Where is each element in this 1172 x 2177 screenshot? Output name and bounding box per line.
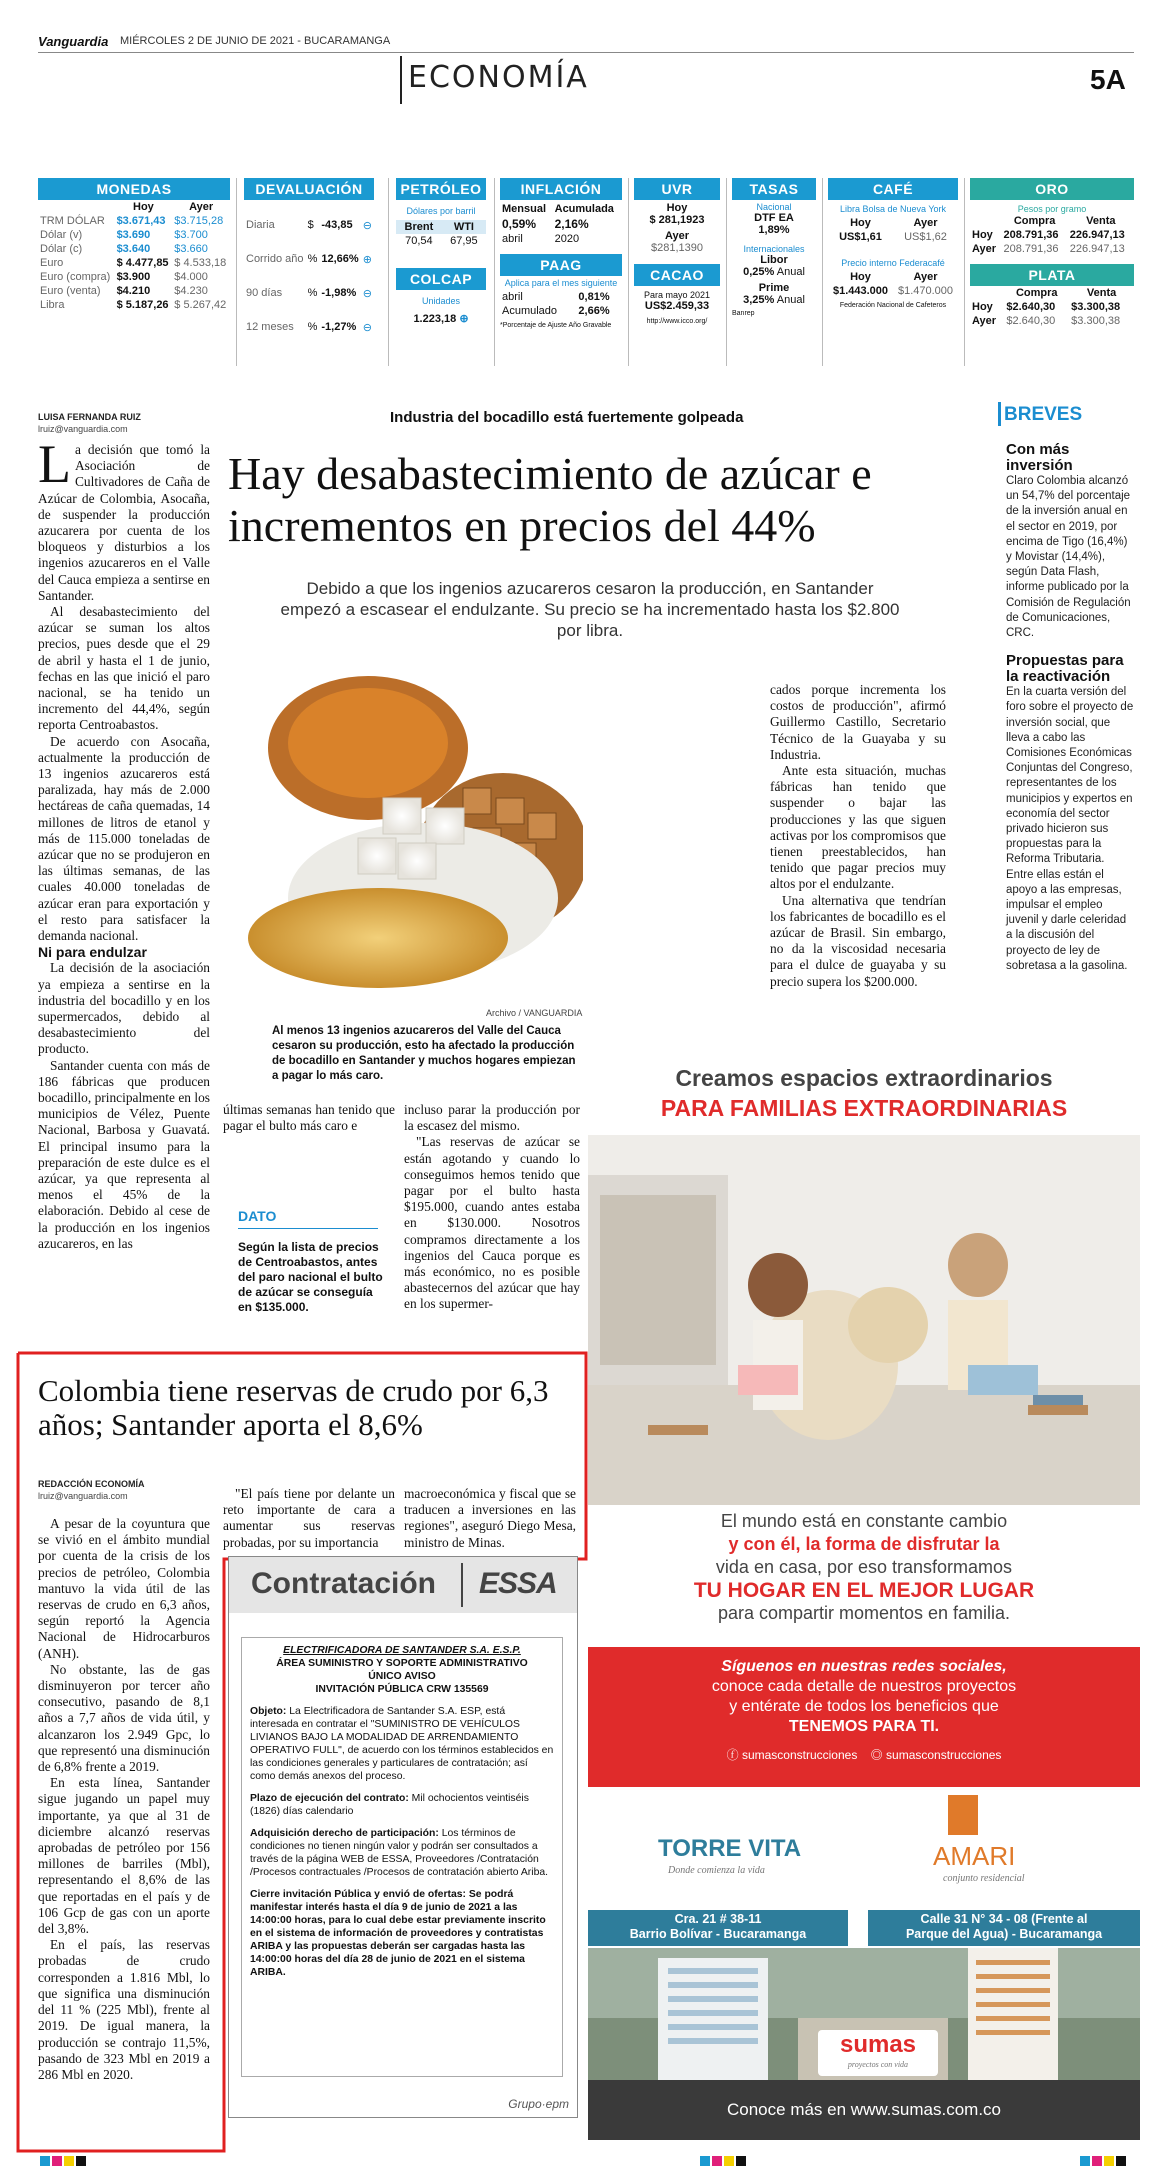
paragraph: cados porque incrementa los costos de producción", afirmó Guillermo Castillo, Secretario Técnico de la Guayaba y su Industria.	[770, 682, 946, 762]
table-row: Corrido año % 12,66% ⊕	[244, 242, 374, 276]
amari-logo-mark	[948, 1795, 978, 1835]
instagram-icon: ◎	[870, 1748, 883, 1762]
inflacion-anio: 2020	[554, 233, 580, 245]
edition-date: MIÉRCOLES 2 DE JUNIO DE 2021 - BUCARAMANGA	[120, 35, 391, 47]
monedas-title: MONEDAS	[38, 178, 230, 200]
family-photo	[588, 1135, 1140, 1505]
devaluacion-table	[244, 208, 374, 344]
tasas-r1-name: DTF EA	[754, 212, 794, 224]
sugar-photo	[238, 648, 583, 988]
oro-sub: Pesos por gramo	[1017, 204, 1087, 214]
arrow-down-icon: ⊖	[362, 219, 372, 232]
brent-value: 70,54	[405, 235, 433, 247]
inflacion-mensual: 0,59%	[502, 217, 537, 231]
article2-author: REDACCIÓN ECONOMÍA	[38, 1479, 145, 1489]
table-row: Euro (venta) $4.210 $4.230	[40, 285, 208, 297]
oro-hoy-compra: 208.791,36	[1003, 229, 1059, 241]
inflacion-col2: Acumulada	[554, 203, 614, 215]
oro-c1: Compra	[1013, 215, 1056, 227]
table-row: Euro (compra) $3.900 $4.000	[40, 271, 208, 283]
paag-title: PAAG	[500, 254, 622, 276]
oro-ayer-venta: 226.947,13	[1069, 243, 1125, 255]
header-rule	[38, 52, 1134, 53]
essa-objeto	[250, 1705, 554, 1783]
petroleo-title: PETRÓLEO	[396, 178, 486, 200]
essa-adq-label: Adquisición derecho de participación:	[250, 1828, 439, 1839]
paag-r2: 2,66%	[578, 305, 610, 317]
oro-box	[970, 178, 1134, 328]
print-color-bars	[0, 2150, 1172, 2177]
essa-adq-text: Los términos de condiciones no tienen ningún valor y podrán ser consultados a través de la página WEB de ESSA, Proveedores /Contratación /Procesos contractuales /Procesos de contratación abierto Ariba.	[250, 1828, 549, 1878]
monedas-table	[38, 200, 230, 312]
plata-hoy-venta: $3.300,38	[1071, 301, 1121, 313]
ad-line: vida en casa, por eso transformamos	[715, 1557, 1013, 1577]
torre-vita-logo: TORRE VITA	[658, 1835, 802, 1862]
tasas-src: Banrep	[732, 310, 755, 317]
facebook-handle: sumasconstrucciones	[741, 1748, 858, 1762]
breve-text: Claro Colombia alcanzó un 54,7% del porcentaje de la inversión anual en el sector en 2019, por encima de Tigo (16,4%) y Movistar (14,4%), según Data Flash, informe publicado por la Comisión de Regulación de Comunicaciones, CRC.	[1006, 475, 1131, 640]
ad-message	[588, 1510, 1140, 1625]
paragraph: a decisión que tomó la Asociación de Cultivadores de Caña de Azúcar de Colombia, Asocaña, de suspender la producción azucarera por cuenta de los bloqueos y disturbios a los ingenios azucareros en el Valle del Cauca empieza a sentirse en Santander.	[38, 442, 210, 603]
photo-caption: Al menos 13 ingenios azucareros del Valle del Cauca cesaron su producción, esto ha afectado la producción de bocadillo en Santander y muchos hogares empiezan a pagar lo más caro.	[272, 1025, 576, 1082]
article2-headline: Colombia tiene reservas de crudo por 6,3 años; Santander aporta el 8,6%	[38, 1373, 549, 1442]
essa-cierre-text: Se podrá manifestar interés hasta el día 9 de junio de 2021 a las 14:00:00 horas, para lo cual debe estar previamente inscrito en el sistema de información de proveedores y contratistas ARIBA y las propuestas deberán ser cargadas hasta las 14:00:00 horas del día 28 de junio de 2021 en el sistema ARIBA.	[250, 1889, 546, 1978]
facebook-icon: ⓕ	[726, 1748, 739, 1762]
table-row: Diaria $ -43,85 ⊖	[244, 208, 374, 242]
colcap-sub: Unidades	[421, 296, 461, 306]
sumas-logo: sumas	[839, 2031, 917, 2058]
page-number: 5A	[1090, 64, 1126, 95]
plata-ayer-compra: $2.640,30	[1006, 315, 1056, 327]
devaluacion-box	[244, 178, 374, 344]
grupo-epm-logo: Grupo·epm	[508, 2097, 569, 2111]
oro-c2: Venta	[1086, 215, 1116, 227]
cacao-value: US$2.459,33	[644, 300, 710, 312]
paragraph: En esta línea, Santander sigue jugando un papel muy importante, ya que al 31 de diciembre alcanzó reservas aprobadas de petróleo por 156 millones de barriles (Mbl), representando el 8,6% de las que reportadas en el país y de 106 Gcp de gas con un aporte del 3,8%.	[38, 1775, 210, 1937]
table-row: Libra $ 5.187,26 $ 5.267,42	[40, 299, 227, 311]
tasas-r3: 3,25%	[743, 294, 775, 306]
tasas-title: TASAS	[732, 178, 816, 200]
paragraph: incluso parar la producción por la escasez del mismo.	[404, 1102, 580, 1134]
arrow-up-icon: ⊕	[459, 313, 469, 325]
ad-line: y con él, la forma de disfrutar la	[728, 1534, 1000, 1554]
paragraph: "El país tiene por delante un reto importante de cara a aumentar sus reservas probadas, por su importancia	[223, 1486, 395, 1550]
article-column-3	[404, 1102, 580, 1313]
paag-note: *Porcentaje de Ajuste Año Gravable	[500, 322, 612, 329]
tasas-r3-unit: Anual	[776, 294, 805, 306]
paragraph: Una alternativa que tendrían los fabricantes de bocadillo es el azúcar de Brasil. Sin embargo, no da la viscosidad necesaria para el dulce de guayaba y su precio supera los $200.000.	[770, 892, 946, 989]
essa-h3: ÚNICO AVISO	[368, 1671, 436, 1682]
breves-bar	[998, 402, 1001, 426]
drop-cap: L	[38, 434, 71, 494]
author-email: lruiz@vanguardia.com	[38, 424, 128, 434]
essa-bar-separator	[461, 1563, 463, 1607]
plata-title: PLATA	[970, 264, 1134, 286]
cafe-ny-hoy: US$1,61	[839, 231, 882, 243]
uvr-box	[634, 178, 720, 325]
inflacion-title: INFLACIÓN	[500, 178, 622, 200]
colcap-title: COLCAP	[396, 268, 486, 290]
article2-email: lruiz@vanguardia.com	[38, 1491, 128, 1501]
colcap-value: 1.223,18	[413, 313, 457, 325]
address-torre-vita	[588, 1910, 848, 1946]
wti-label: WTI	[453, 221, 474, 233]
address-line: Barrio Bolívar - Bucaramanga	[629, 1927, 807, 1941]
uvr-hoy: $ 281,1923	[649, 214, 705, 226]
plata-c1: Compra	[1015, 287, 1058, 299]
article-headline: Hay desabastecimiento de azúcar e incrementos en precios del 44%	[228, 448, 872, 551]
table-row: Euro $ 4.477,85 $ 4.533,18	[40, 257, 227, 269]
tasas-r2-label: Internacionales	[743, 244, 805, 254]
breve-text: En la cuarta versión del foro sobre el proyecto de inversión social, que lleva a cabo las Comisiones Económicas Conjuntas del Congreso, representantes de los municipios y expertos en economía del sector privado hicieron sus propuestas para la Reforma Tributaria. Entre ellas están el apoyo a las empresas, impulsar el empleo juvenil y darle celeridad a la discusión del proyecto de ley de sobretasa a la gasolina.	[1006, 686, 1134, 972]
essa-bar-left: Contratación	[251, 1567, 437, 1600]
paragraph: A pesar de la coyuntura que se vivió en el ámbito mundial por cuenta de la crisis de los precios de petróleo, Colombia mantuvo la vida útil de las reservas de crudo en 6,3 años, según reportó la Agencia Nacional de Hidrocarburos (ANH).	[38, 1516, 210, 1661]
cafe-box	[828, 178, 958, 309]
cacao-sub: Para mayo 2021	[643, 290, 711, 300]
plata-hoy-compra: $2.640,30	[1006, 301, 1056, 313]
section-title: ECONOMÍA	[408, 60, 589, 95]
cafe-ayer-label: Ayer	[913, 217, 938, 229]
uvr-ayer-label: Ayer	[664, 230, 690, 242]
essa-plazo-text: Mil ochocientos veintiséis (1826) días calendario	[250, 1793, 529, 1817]
essa-adquisicion	[250, 1827, 554, 1879]
ad-website-bar: Conoce más en www.sumas.com.co	[588, 2080, 1140, 2140]
tasas-r2-unit: Anual	[776, 266, 805, 278]
amari-logo: AMARI	[933, 1841, 1016, 1871]
essa-notice	[228, 1556, 578, 2118]
ad-social-line: TENEMOS PARA TI.	[788, 1718, 940, 1735]
paag-r2-label: Acumulado	[502, 305, 558, 317]
paragraph: Al desabastecimiento del azúcar se suman los altos precios, pues desde que el 29 de abril y hasta el 1 de junio, fechas en las que inició el paro nacional, se ha tenido un incremento del 44,4%, según reporta Centroabastos.	[38, 604, 210, 733]
address-line: Calle 31 N° 34 - 08 (Frente al	[920, 1912, 1088, 1926]
cafe-ayer-label: Ayer	[913, 271, 938, 283]
ad-line: para compartir momentos en familia.	[717, 1603, 1011, 1623]
oro-ayer-label: Ayer	[972, 243, 997, 255]
paragraph: Santander cuenta con más de 186 fábricas que producen bocadillo, principalmente en los municipios de Vélez, Puente Nacional, Barbosa y Guavatá. El principal insumo para la preparación de este dulce es el azúcar, ya que representa al menos el 45% de la elaboración. Debido al cese de la producción en los ingenios azucareros, en las	[38, 1057, 210, 1251]
paragraph: En el país, las reservas probadas de crudo corresponden a 1.816 Mbl, lo que significa una disminución del 11 % (225 Mbl), frente al 2019. De igual manera, la producción se contrajo 11,5%, pasando de 323 Mbl en 2019 a 286 Mbl en 2020.	[38, 1937, 210, 2082]
article2-column-3	[404, 1486, 576, 1551]
essa-cierre	[250, 1888, 554, 1979]
paragraph: La decisión de la asociación ya empieza a sentirse en la industria del bocadillo y en los supermercados, debido al desabastecimiento del producto.	[38, 960, 210, 1057]
col-today: Hoy	[133, 201, 154, 213]
sumas-tagline: proyectos con vida	[847, 2060, 909, 2069]
table-row: TRM DÓLAR $3.671,43 $3.715,28	[40, 215, 224, 227]
ad-line: TU HOGAR EN EL MEJOR LUGAR	[693, 1579, 1035, 1602]
plata-hoy-label: Hoy	[972, 301, 993, 313]
devaluacion-title: DEVALUACIÓN	[244, 178, 374, 200]
petroleo-box	[396, 178, 486, 325]
tasas-r2-name: Libor	[760, 254, 788, 266]
paag-r1: 0,81%	[578, 291, 610, 303]
essa-plazo-label: Plazo de ejecución del contrato:	[250, 1793, 409, 1804]
table-row: 12 meses % -1,27% ⊖	[244, 310, 374, 344]
article-column-4	[770, 682, 946, 990]
ad-title-1: Creamos espacios extraordinarios	[675, 1065, 1053, 1091]
uvr-ayer: $281,1390	[651, 242, 703, 254]
breves-list	[1006, 434, 1134, 974]
breve-title: Propuestas para la reactivación	[1006, 652, 1124, 686]
petroleo-sub: Dólares por barril	[406, 206, 476, 216]
tasas-r2: 0,25%	[743, 266, 775, 278]
essa-plazo	[250, 1792, 554, 1818]
paragraph: No obstante, las de gas disminuyeron por tercer año consecutivo, pasando de 8,1 años a 7,7 años de vida útil, y alcanzaron los 2.949 Gpc, lo que representó una disminución de 6,8% frente a 2019.	[38, 1661, 210, 1775]
uvr-title: UVR	[634, 178, 720, 200]
col-yesterday: Ayer	[189, 201, 214, 213]
arrow-down-icon: ⊖	[362, 321, 372, 334]
ad-social-line: conoce cada detalle de nuestros proyectos	[711, 1678, 1017, 1695]
breve-title: Con más inversión	[1006, 441, 1073, 474]
inflacion-mes: abril	[502, 233, 523, 245]
essa-h1: ELECTRIFICADORA DE SANTANDER S.A. E.S.P.	[283, 1645, 521, 1656]
paag-r1-label: abril	[502, 291, 523, 303]
oro-title: ORO	[970, 178, 1134, 200]
article-column-2	[223, 1102, 395, 1134]
cafe-sub1: Libra Bolsa de Nueva York	[839, 204, 947, 214]
brand-logo: Vanguardia	[38, 34, 109, 49]
amari-tagline: conjunto residencial	[943, 1873, 1025, 1884]
paragraph: De acuerdo con Asocaña, actualmente la producción de 13 ingenios azucareros está paralizada, hay más de 2.000 hectáreas de caña quemadas, 14 millones de litros de etanol y más de 115.000 toneladas de azúcar que no se produjeron en las últimas semanas, de las cuales 40.000 toneladas de azúcar eran para exportación y el resto para satisfacer la demanda nacional.	[38, 733, 210, 944]
cafe-title: CAFÉ	[828, 178, 958, 200]
ad-title-2: PARA FAMILIAS EXTRAORDINARIAS	[660, 1095, 1068, 1121]
brent-label: Brent	[404, 221, 434, 233]
essa-bar	[229, 1557, 577, 1613]
paragraph: Ante esta situación, muchas fábricas han tenido que suspender o bajar las producciones y las que siguen activas por los compromisos que tienen preestablecidos, han tenido que pagar precios muy altos por el endulzante.	[770, 763, 946, 892]
article-kicker: Industria del bocadillo está fuertemente golpeada	[390, 409, 744, 426]
instagram-handle: sumasconstrucciones	[886, 1748, 1002, 1762]
essa-objeto-text: La Electrificadora de Santander S.A. ESP, está interesada en contratar el "SUMINISTRO DE VEHÍCULOS LIVIANOS BAJO LA MODALIDAD DE ARRENDAMIENTO OPERATIVO FULL", de acuerdo con los términos establecidos en las condiciones generales y particulares de contratación; así como demás anexos del proceso.	[250, 1706, 554, 1782]
torre-vita-tagline: Donde comienza la vida	[668, 1865, 765, 1876]
arrow-up-icon: ⊕	[362, 253, 372, 266]
tasas-r3-name: Prime	[758, 282, 790, 294]
inflacion-acumulada: 2,16%	[554, 217, 589, 231]
essa-objeto-label: Objeto:	[250, 1706, 287, 1717]
article-deck: Debido a que los ingenios azucareros cesaron la producción, en Santander empezó a escasear el endulzante. Su precio se ha incrementado hasta los $2.800 por libra.	[280, 579, 900, 640]
tasas-r1: 1,89%	[758, 224, 790, 236]
ad-social-line: y entérate de todos los beneficios que	[729, 1698, 999, 1715]
oro-hoy-label: Hoy	[972, 229, 993, 241]
photo-credit: Archivo / VANGUARDIA	[486, 1008, 583, 1018]
project-logos	[588, 1795, 1140, 1905]
paag-sub: Aplica para el mes siguiente	[504, 278, 618, 288]
author-name: LUISA FERNANDA RUIZ	[38, 412, 141, 422]
paragraph: macroeconómica y fiscal que se traducen a inversiones en las regiones", aseguró Diego Mesa, ministro de Minas.	[404, 1486, 576, 1550]
table-row: Dólar (v) $3.690 $3.700	[40, 229, 208, 241]
article2-column-1	[38, 1516, 210, 2083]
wti-value: 67,95	[450, 235, 478, 247]
essa-logo: ESSA	[479, 1567, 557, 1600]
arrow-down-icon: ⊖	[362, 287, 372, 300]
sumas-logo-box	[818, 2030, 938, 2076]
oro-ayer-compra: 208.791,36	[1003, 243, 1059, 255]
subhead: Ni para endulzar	[38, 944, 147, 961]
table-row: 90 días % -1,98% ⊖	[244, 276, 374, 310]
monedas-box	[38, 178, 230, 312]
inflacion-col1: Mensual	[502, 203, 547, 215]
inflacion-box	[500, 178, 622, 329]
cafe-fed-hoy: $1.443.000	[832, 285, 889, 297]
paragraph: últimas semanas han tenido que pagar el bulto más caro e	[223, 1102, 395, 1134]
cafe-sub2: Precio interno Federacafé	[841, 258, 945, 268]
article-column-1	[38, 434, 210, 1252]
article2-column-2	[223, 1486, 395, 1551]
paragraph: "Las reservas de azúcar se están agotando y cuando lo conseguimos hemos tenido que pagar por el bulto hasta $195.000, cuando antes estaba en $130.000. Nosotros compramos directamente a los ingenios del Cauca porque es más económico, no es posible abastecernos del azúcar que hay en los supermer-	[404, 1134, 580, 1312]
plata-ayer-label: Ayer	[972, 315, 997, 327]
breves-title: BREVES	[1004, 404, 1083, 425]
cafe-ny-ayer: US$1,62	[904, 231, 947, 243]
tasas-box	[732, 178, 816, 317]
address-line: Parque del Agua) - Bucaramanga	[905, 1927, 1103, 1941]
address-line: Cra. 21 # 38-11	[674, 1912, 762, 1926]
tasas-r1-label: Nacional	[756, 202, 792, 212]
cacao-title: CACAO	[634, 264, 720, 286]
essa-h4: INVITACIÓN PÚBLICA CRW 135569	[315, 1684, 489, 1695]
oro-hoy-venta: 226.947,13	[1069, 229, 1125, 241]
table-row: Dólar (c) $3.640 $3.660	[40, 243, 208, 255]
cafe-fed-ayer: $1.470.000	[897, 285, 954, 297]
address-amari	[868, 1910, 1140, 1946]
cafe-src: Federación Nacional de Cafeteros	[839, 302, 947, 309]
dato-text: Según la lista de precios de Centroabastos, antes del paro nacional el bulto de azúcar se conseguía en $135.000.	[238, 1240, 383, 1314]
section-bar	[400, 56, 402, 104]
sumas-ad	[588, 1055, 1140, 2155]
plata-c2: Venta	[1086, 287, 1117, 299]
uvr-hoy-label: Hoy	[666, 202, 688, 214]
ad-line: El mundo está en constante cambio	[720, 1511, 1008, 1531]
dato-rule	[238, 1228, 378, 1229]
dato-title: DATO	[238, 1208, 277, 1224]
ad-social-band	[588, 1647, 1140, 1787]
plata-ayer-venta: $3.300,38	[1071, 315, 1121, 327]
cacao-src: http://www.icco.org/	[646, 318, 708, 325]
ad-social-line: Síguenos en nuestras redes sociales,	[721, 1658, 1007, 1675]
essa-notice-body	[241, 1637, 563, 2077]
cafe-hoy-label: Hoy	[850, 271, 871, 283]
cafe-hoy-label: Hoy	[850, 217, 871, 229]
essa-h2: ÁREA SUMINISTRO Y SOPORTE ADMINISTRATIVO	[276, 1658, 528, 1669]
essa-cierre-label: Cierre invitación Pública y envió de ofertas:	[250, 1889, 466, 1900]
